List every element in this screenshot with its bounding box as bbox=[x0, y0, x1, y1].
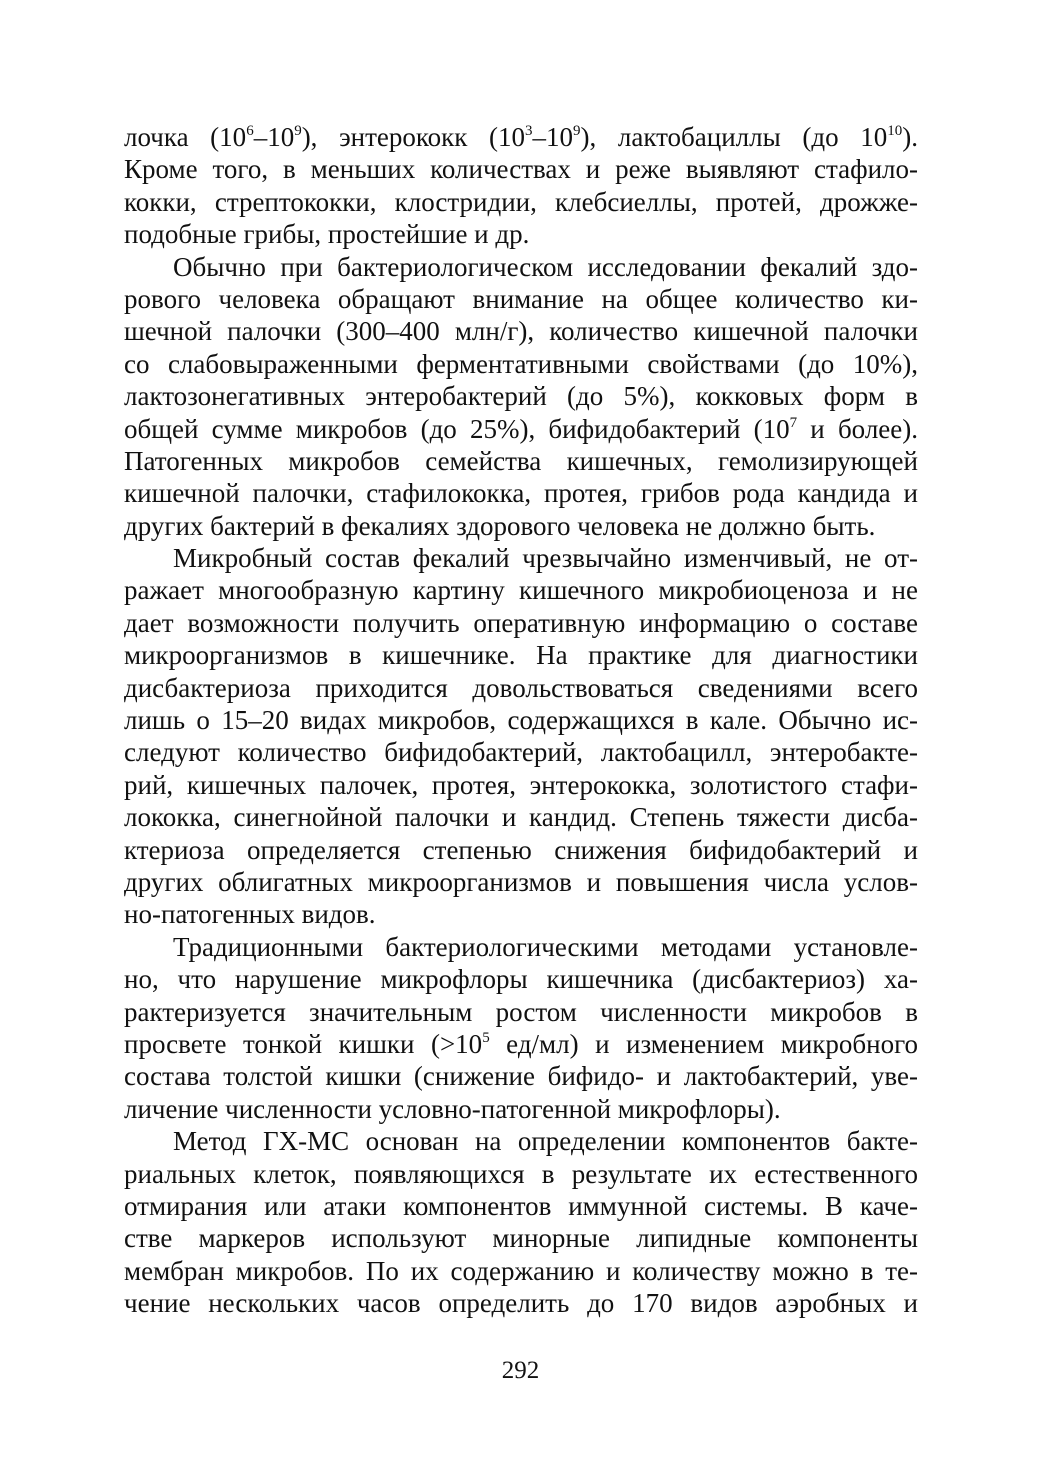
text-line: Патогенных микробов семейства кишечных, гемолизирующей bbox=[124, 445, 918, 476]
text-line: но-патогенных видов. bbox=[124, 899, 376, 930]
paragraph bbox=[124, 931, 918, 1125]
text-line: Традиционными бактериологическими методами установле- bbox=[173, 931, 918, 962]
paragraph bbox=[124, 251, 918, 543]
text-line: лококка, синегнойной палочки и кандид. Степень тяжести дисба- bbox=[124, 802, 918, 833]
text-line: общей сумме микробов (до 25%), бифидобактерий ($10^7$ и более). bbox=[124, 413, 919, 444]
text-line: рий, кишечных палочек, протея, энтерококка, золотистого стафи- bbox=[124, 769, 918, 800]
text-line: ктериоза определяется степенью снижения бифидобактерий и bbox=[124, 834, 918, 865]
text-line: Обычно при бактериологическом исследовании фекалий здо- bbox=[173, 251, 918, 282]
text-line: лишь о 15–20 видах микробов, содержащихся в кале. Обычно ис- bbox=[124, 705, 918, 736]
text-line: ражает многообразную картину кишечного микробиоценоза и не bbox=[124, 575, 918, 606]
text-line: со слабовыраженными ферментативными свойствами (до 10%), bbox=[124, 348, 918, 379]
text-line: других облигатных микроорганизмов и повышения числа услов- bbox=[124, 866, 918, 897]
text-line: кишечной палочки, стафилококка, протея, грибов рода кандида и bbox=[124, 478, 918, 509]
paragraph bbox=[124, 121, 918, 251]
text-line: лактозонегативных энтеробактерий (до 5%), кокковых форм в bbox=[124, 381, 918, 412]
text-line: стве маркеров используют минорные липидные компоненты bbox=[124, 1223, 918, 1254]
text-line: других бактерий в фекалиях здорового человека не должно быть. bbox=[124, 510, 876, 541]
text-line: риальных клеток, появляющихся в результате их естественного bbox=[124, 1158, 918, 1189]
text-line: лочка $(10^6-10^9)$, энтерококк $(10^3-10^9)$, лактобациллы (до $10^{10}$). bbox=[124, 122, 918, 152]
text-line: рактеризуется значительным ростом численности микробов в bbox=[124, 996, 918, 1027]
text-line: Метод ГХ-МС основан на определении компонентов бакте- bbox=[173, 1126, 918, 1157]
text-line: состава толстой кишки (снижение бифидо- и лактобактерий, уве- bbox=[124, 1061, 918, 1092]
text-line: личение численности условно-патогенной микрофлоры). bbox=[124, 1093, 781, 1124]
text-line: кокки, стрептококки, клостридии, клебсиеллы, протей, дрожже- bbox=[124, 186, 918, 217]
text-line: следуют количество бифидобактерий, лактобацилл, энтеробакте- bbox=[124, 737, 918, 768]
paragraph bbox=[124, 1125, 918, 1319]
page-number: 292 bbox=[501, 1357, 540, 1384]
page-body bbox=[124, 121, 918, 1319]
text-line: отмирания или атаки компонентов иммунной системы. В каче- bbox=[124, 1190, 918, 1221]
text-line: дисбактериоза приходится довольствоваться сведениями всего bbox=[124, 672, 918, 703]
text-line: чение нескольких часов определить до 170 видов аэробных и bbox=[124, 1288, 918, 1319]
text-line: рового человека обращают внимание на общее количество ки- bbox=[124, 283, 918, 314]
text-line: шечной палочки (300–400 млн/г), количество кишечной палочки bbox=[124, 316, 918, 347]
text-line: подобные грибы, простейшие и др. bbox=[124, 219, 530, 250]
text-line: микроорганизмов в кишечнике. На практике для диагностики bbox=[124, 640, 918, 671]
text-line: просвете тонкой кишки ($>10^5$ ед/мл) и изменением микробного bbox=[124, 1028, 918, 1059]
text-line: Кроме того, в меньших количествах и реже выявляют стафило- bbox=[124, 154, 918, 185]
text-line: но, что нарушение микрофлоры кишечника (дисбактериоз) ха- bbox=[124, 964, 918, 995]
text-line: Микробный состав фекалий чрезвычайно изменчивый, не от- bbox=[173, 543, 918, 574]
text-line: мембран микробов. По их содержанию и количеству можно в те- bbox=[124, 1255, 918, 1286]
text-line: дает возможности получить оперативную информацию о составе bbox=[124, 607, 918, 638]
paragraph bbox=[124, 542, 918, 931]
